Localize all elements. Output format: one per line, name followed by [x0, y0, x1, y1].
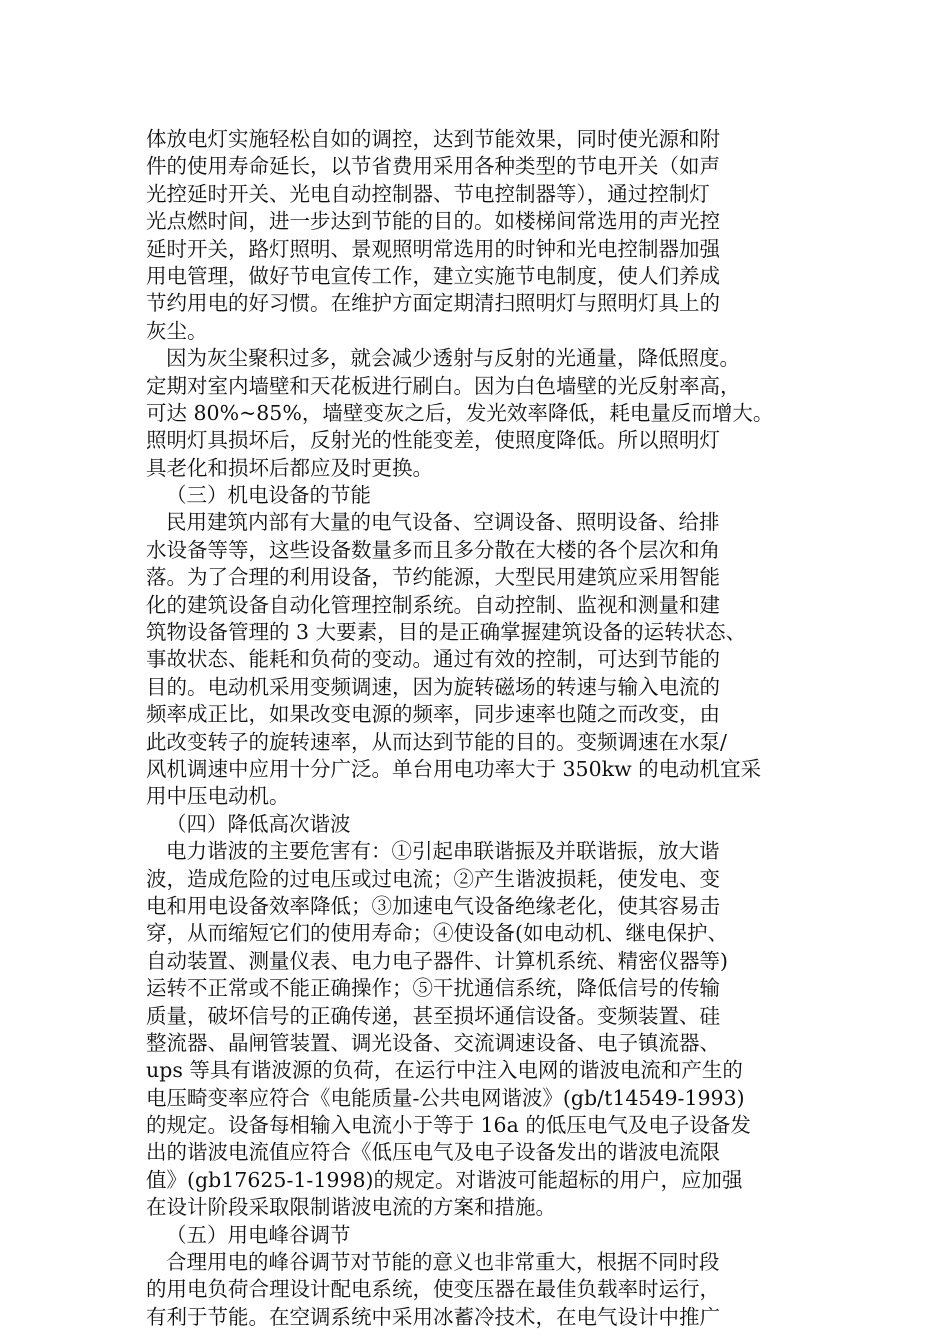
- text-line: 质量，破坏信号的正确传递，甚至损坏通信设备。变频装置、硅: [146, 1003, 720, 1028]
- text-line: 用电管理，做好节电宣传工作，建立实施节电制度，使人们养成: [146, 263, 720, 288]
- text-line: 化的建筑设备自动化管理控制系统。自动控制、监视和测量和建: [146, 592, 720, 617]
- text-line: 电和用电设备效率降低；③加速电气设备绝缘老化，使其容易击: [146, 893, 720, 918]
- text-line: 此改变转子的旋转速率，从而达到节能的目的。变频调速在水泵/: [146, 729, 727, 754]
- section-heading: （四）降低高次谐波: [166, 811, 351, 836]
- document-body: [146, 126, 806, 1331]
- text-line: 延时开关，路灯照明、景观照明常选用的时钟和光电控制器加强: [146, 236, 720, 261]
- text-line: 体放电灯实施轻松自如的调控，达到节能效果，同时使光源和附: [146, 127, 720, 151]
- paragraph-first-line: 电力谐波的主要危害有：①引起串联谐振及并联谐振，放大谐: [166, 839, 720, 864]
- text-line: 的规定。设备每相输入电流小于等于 16a 的低压电气及电子设备发: [146, 1113, 751, 1138]
- paragraph-first-line: 合理用电的峰谷调节对节能的意义也非常重大，根据不同时段: [166, 1250, 720, 1275]
- text-line: 定期对室内墙壁和天花板进行刷白。因为白色墙壁的光反射率高，: [146, 373, 741, 398]
- text-line: 具老化和损坏后都应及时更换。: [146, 455, 433, 480]
- text-line: 灰尘。: [146, 318, 208, 343]
- text-line: 的用电负荷合理设计配电系统，使变压器在最佳负载率时运行，: [146, 1277, 720, 1302]
- text-line: 风机调速中应用十分广泛。单台用电功率大于 350kw 的电动机宜采: [146, 756, 762, 781]
- text-line: 水设备等等，这些设备数量多而且多分散在大楼的各个层次和角: [146, 537, 720, 562]
- text-line: 事故状态、能耗和负荷的变动。通过有效的控制，可达到节能的: [146, 647, 720, 672]
- text-line: 整流器、晶闸管装置、调光设备、交流调速设备、电子镇流器、: [146, 1030, 720, 1055]
- text-line: 出的谐波电流值应符合《低压电气及电子设备发出的谐波电流限: [146, 1140, 720, 1165]
- text-line: 照明灯具损坏后，反射光的性能变差，使照度降低。所以照明灯: [146, 428, 720, 453]
- text-line: 用中压电动机。: [146, 784, 290, 809]
- section-heading: （五）用电峰谷调节: [166, 1222, 351, 1247]
- text-line: 值》(gb17625-1-1998)的规定。对谐波可能超标的用户，应加强: [146, 1167, 743, 1192]
- text-line: 穿，从而缩短它们的使用寿命；④使设备(如电动机、继电保护、: [146, 921, 728, 946]
- text-line: 筑物设备管理的 3 大要素，目的是正确掌握建筑设备的运转状态、: [146, 620, 747, 645]
- text-line: ups 等具有谐波源的负荷，在运行中注入电网的谐波电流和产生的: [146, 1058, 743, 1083]
- paragraph-first-line: 民用建筑内部有大量的电气设备、空调设备、照明设备、给排: [166, 510, 720, 535]
- section-heading: （三）机电设备的节能: [166, 483, 371, 508]
- paragraph-first-line: 因为灰尘聚积过多，就会减少透射与反射的光通量，降低照度。: [166, 346, 740, 371]
- text-line: 件的使用寿命延长，以节省费用采用各种类型的节电开关（如声: [146, 154, 720, 179]
- text-line: 节约用电的好习惯。在维护方面定期清扫照明灯与照明灯具上的: [146, 291, 720, 316]
- text-line: 可达 80%~85%，墙壁变灰之后，发光效率降低，耗电量反而增大。: [146, 400, 774, 425]
- text-line: 频率成正比，如果改变电源的频率，同步速率也随之而改变，由: [146, 702, 720, 727]
- text-line: 波，造成危险的过电压或过电流；②产生谐波损耗，使发电、变: [146, 866, 720, 891]
- text-line: 落。为了合理的利用设备，节约能源，大型民用建筑应采用智能: [146, 565, 720, 590]
- text-line: 目的。电动机采用变频调速，因为旋转磁场的转速与输入电流的: [146, 674, 720, 699]
- text-line: 光控延时开关、光电自动控制器、节电控制器等），通过控制灯: [146, 181, 710, 206]
- text-line: 运转不正常或不能正确操作；⑤干扰通信系统，降低信号的传输: [146, 976, 720, 1001]
- text-line: 有利于节能。在空调系统中采用冰蓄冷技术，在电气设计中推广: [146, 1304, 720, 1329]
- text-line: 光点燃时间，进一步达到节能的目的。如楼梯间常选用的声光控: [146, 209, 720, 234]
- text-line: 电压畸变率应符合《电能质量-公共电网谐波》(gb/t14549-1993): [146, 1085, 745, 1110]
- text-line: 自动装置、测量仪表、电力电子器件、计算机系统、精密仪器等): [146, 948, 728, 973]
- text-line: 在设计阶段采取限制谐波电流的方案和措施。: [146, 1195, 556, 1220]
